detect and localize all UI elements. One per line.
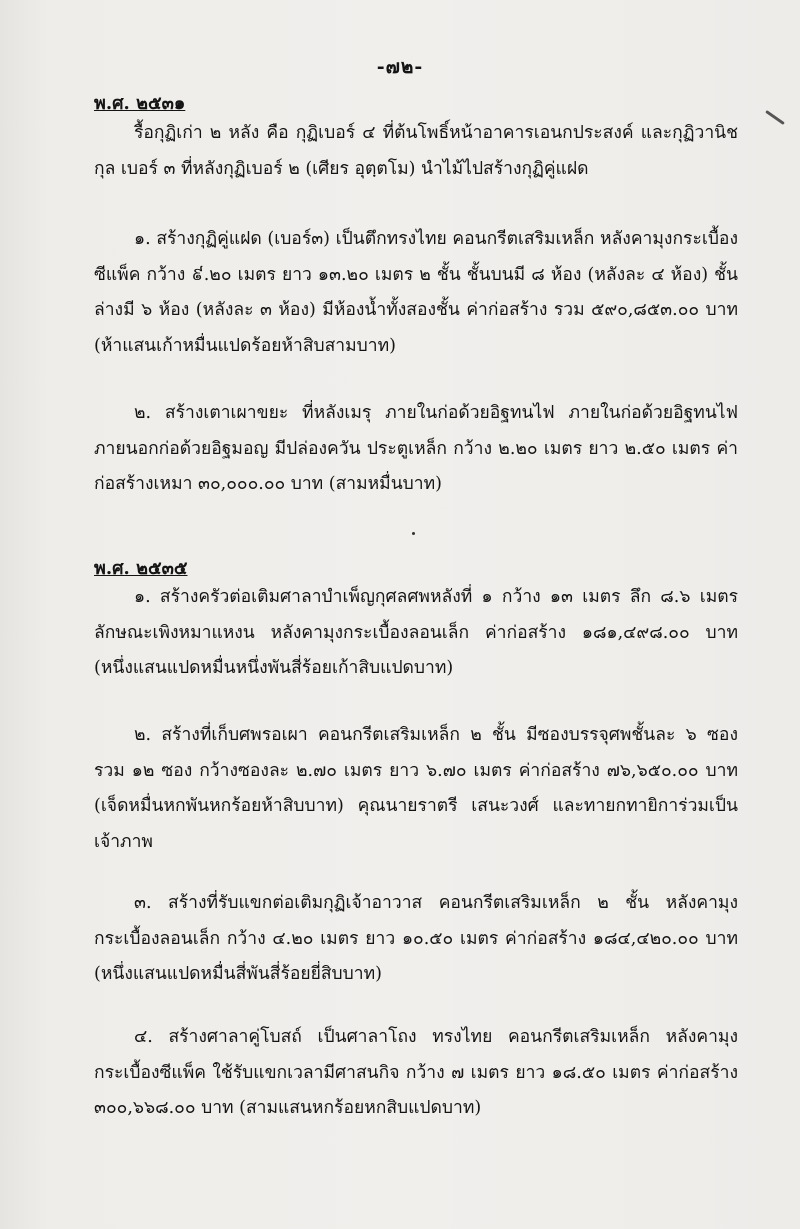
section-heading-2531: พ.ศ. ๒๕๓๑ bbox=[94, 93, 186, 114]
section-heading-2535: พ.ศ. ๒๕๓๕ bbox=[94, 558, 188, 579]
stray-dot bbox=[412, 532, 415, 535]
page-scratch-mark bbox=[765, 110, 785, 125]
paragraph-intro-2531 bbox=[94, 116, 738, 187]
paragraph-text: ๓. สร้างที่รับแขกต่อเติมกุฏิเจ้าอาวาส คอนกรีตเสริมเหล็ก ๒ ชั้น หลังคามุงกระเบื้องลอนเล็ก กว้าง ๔.๒๐ เมตร ยาว ๑๐.๕๐ เมตร ค่าก่อสร้าง ๑๘๔,๔๒๐.๐๐ บาท (หนึ่งแสนแปดหมื่นสี่พันสี่ร้อยยี่สิบบาท) bbox=[94, 893, 738, 984]
paragraph-text: ๒. สร้างเตาเผาขยะ ที่หลังเมรุ ภายในก่อด้วยอิฐทนไฟ ภายในก่อด้วยอิฐทนไฟ ภายนอกก่อด้วยอิฐมอญ มีปล่องควัน ประตูเหล็ก กว้าง ๒.๒๐ เมตร ยาว ๒.๕๐ เมตร ค่าก่อสร้างเหมา ๓๐,๐๐๐.๐๐ บาท (สามหมื่นบาท) bbox=[94, 403, 738, 494]
paragraph-kitchen bbox=[94, 580, 738, 687]
paragraph-text: ๔. สร้างศาลาคู่โบสถ์ เป็นศาลาโถง ทรงไทย คอนกรีตเสริมเหล็ก หลังคามุงกระเบื้องซีแพ็ค ใช้รับแขกเวลามีศาสนกิจ กว้าง ๗ เมตร ยาว ๑๘.๕๐ เมตร ค่าก่อสร้าง ๓๐๐,๖๖๘.๐๐ บาท (สามแสนหกร้อยหกสิบแปดบาท) bbox=[94, 1027, 738, 1118]
paragraph-twin-kuti bbox=[94, 222, 738, 364]
paragraph-incinerator bbox=[94, 396, 738, 503]
page-number: -๗๒- bbox=[376, 56, 424, 78]
paragraph-text: ๒. สร้างที่เก็บศพรอเผา คอนกรีตเสริมเหล็ก ๒ ชั้น มีซองบรรจุศพชั้นละ ๖ ซอง รวม ๑๒ ซอง กว้างซองละ ๒.๗๐ เมตร ยาว ๖.๗๐ เมตร ค่าก่อสร้าง ๗๖,๖๕๐.๐๐ บาท (เจ็ดหมื่นหกพันหกร้อยห้าสิบบาท) คุณนายราตรี เสนะวงศ์ และทายกทายิการ่วมเป็นเจ้าภาพ bbox=[94, 725, 738, 852]
paragraph-text: ๑. สร้างครัวต่อเติมศาลาบำเพ็ญกุศลศพหลังที่ ๑ กว้าง ๑๓ เมตร ลึก ๘.๖ เมตร ลักษณะเพิงหมาแหงน หลังคามุงกระเบื้องลอนเล็ก ค่าก่อสร้าง ๑๘๑,๔๙๘.๐๐ บาท (หนึ่งแสนแปดหมื่นหนึ่งพันสี่ร้อยเก้าสิบแปดบาท) bbox=[94, 587, 738, 678]
paragraph-corpse-storage bbox=[94, 718, 738, 860]
paragraph-text: รื้อกุฏิเก่า ๒ หลัง คือ กุฏิเบอร์ ๔ ที่ต้นโพธิ์หน้าอาคารเอนกประสงค์ และกุฏิวานิชกุล เบอร์ ๓ ที่หลังกุฏิเบอร์ ๒ (เศียร อุตฺตโม) นำไม้ไปสร้างกุฏิคู่แฝด bbox=[94, 123, 738, 179]
paragraph-sala bbox=[94, 1020, 738, 1127]
paragraph-text: ๑. สร้างกุฏิคู่แฝด (เบอร์๓) เป็นตึกทรงไทย คอนกรีตเสริมเหล็ก หลังคามุงกระเบื้องซีแพ็ค กว้าง ៩.๒๐ เมตร ยาว ๑๓.๒๐ เมตร ๒ ชั้น ชั้นบนมี ๘ ห้อง (หลังละ ๔ ห้อง) ชั้นล่างมี ๖ ห้อง (หลังละ ๓ ห้อง) มีห้องน้ำทั้งสองชั้น ค่าก่อสร้าง รวม ๕๙๐,๘๕๓.๐๐ บาท (ห้าแสนเก้าหมื่นแปดร้อยห้าสิบสามบาท) bbox=[94, 229, 738, 356]
paragraph-reception bbox=[94, 886, 738, 993]
